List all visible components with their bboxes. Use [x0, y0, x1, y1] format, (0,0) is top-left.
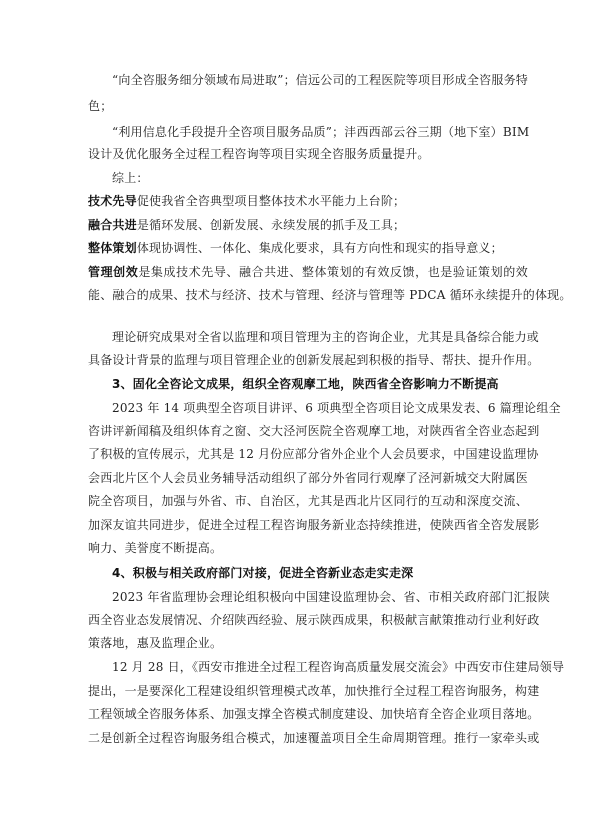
summary-item-tech-lead [88, 193, 528, 209]
paragraph-line: 12 月 28 日，《西安市推进全过程工程咨询高质量发展交流会》中西安市住建局领导 [112, 660, 565, 674]
section-heading-4: 4、积极与相关政府部门对接，促进全咨新业态走实走深 [112, 566, 414, 580]
paragraph-line: 院全咨项目，加强与外省、市、自治区，尤其是西北片区同行的互动和深度交流、 [88, 494, 528, 508]
paragraph-line: 加深友谊共同进步，促进全过程工程咨询服务新业态持续推进，使陕西省全咨发展影 [88, 518, 540, 532]
keyword: 管理创效 [88, 265, 139, 279]
summary-text: 是集成技术先导、融合共进、整体策划的有效反馈，也是验证策划的效 [138, 265, 528, 279]
keyword: 整体策划 [88, 241, 137, 255]
paragraph-line: “利用信息化手段提升全咨项目服务品质”；沣西西部云谷三期（地下室）BIM [112, 125, 530, 139]
paragraph-line: 了积极的宣传展示，尤其是 12 月份应部分省外企业个人会员要求，中国建设监理协 [88, 447, 539, 461]
summary-item-planning [88, 240, 528, 256]
summary-item-management [88, 264, 528, 280]
paragraph-line: 能、融合的成果、技术与经济、技术与管理、经济与管理等 PDCA 循环永续提升的体现。 [88, 288, 572, 302]
section-heading-3: 3、固化全咨论文成果，组织全咨观摩工地，陕西省全咨影响力不断提高 [112, 377, 499, 391]
paragraph-line: 具备设计背景的监理与项目管理企业的创新发展起到积极的指导、帮扶、提升作用。 [88, 353, 540, 367]
keyword: 技术先导 [88, 194, 137, 208]
paragraph-line: 工程领域全咨服务体系、加强支撑全咨模式制度建设、加快培育全咨企业项目落地。 [88, 707, 540, 721]
paragraph-line: 二是创新全过程咨询服务组合模式，加速覆盖项目全生命周期管理。推行一家牵头或 [88, 731, 540, 745]
paragraph-line: 色； [88, 99, 113, 113]
summary-item-fusion [88, 217, 528, 233]
paragraph-line: 策落地，惠及监理企业。 [88, 636, 223, 650]
keyword: 融合共进 [88, 218, 137, 232]
paragraph-line: 咨讲评新闻稿及组织体育之窗、交大泾河医院全咨观摩工地，对陕西省全咨业态起到 [88, 424, 540, 438]
summary-text: 促使我省全咨典型项目整体技术水平能力上台阶； [136, 194, 406, 208]
summary-text: 体现协调性、一体化、集成化要求，具有方向性和现实的指导意义； [136, 241, 503, 255]
paragraph-line: 提出，一是要深化工程建设组织管理模式改革，加快推行全过程工程咨询服务，构建 [88, 684, 540, 698]
paragraph-line: 西全咨业态发展情况、介绍陕西经验、展示陕西成果，积极献言献策推动行业利好政 [88, 613, 540, 627]
paragraph-line: 2023 年 14 项典型全咨项目讲评、6 项典型全咨项目论文成果发表、6 篇理论组全 [112, 401, 561, 415]
paragraph-line: 综上： [112, 171, 149, 185]
summary-text: 是循环发展、创新发展、永续发展的抓手及工具； [136, 218, 406, 232]
paragraph-line: 会西北片区个人会员业务辅导活动组织了部分外省同行观摩了泾河新城交大附属医 [88, 471, 528, 485]
paragraph-line: “向全咨服务细分领域布局进取”；信远公司的工程医院等项目形成全咨服务特 [112, 73, 528, 87]
paragraph-line: 响力、美誉度不断提高。 [88, 541, 223, 555]
paragraph-line: 理论研究成果对全省以监理和项目管理为主的咨询企业，尤其是具备综合能力或 [112, 330, 540, 344]
paragraph-line: 设计及优化服务全过程工程咨询等项目实现全咨服务质量提升。 [88, 147, 430, 161]
paragraph-line: 2023 年省监理协会理论组积极向中国建设监理协会、省、市相关政府部门汇报陕 [112, 590, 550, 604]
